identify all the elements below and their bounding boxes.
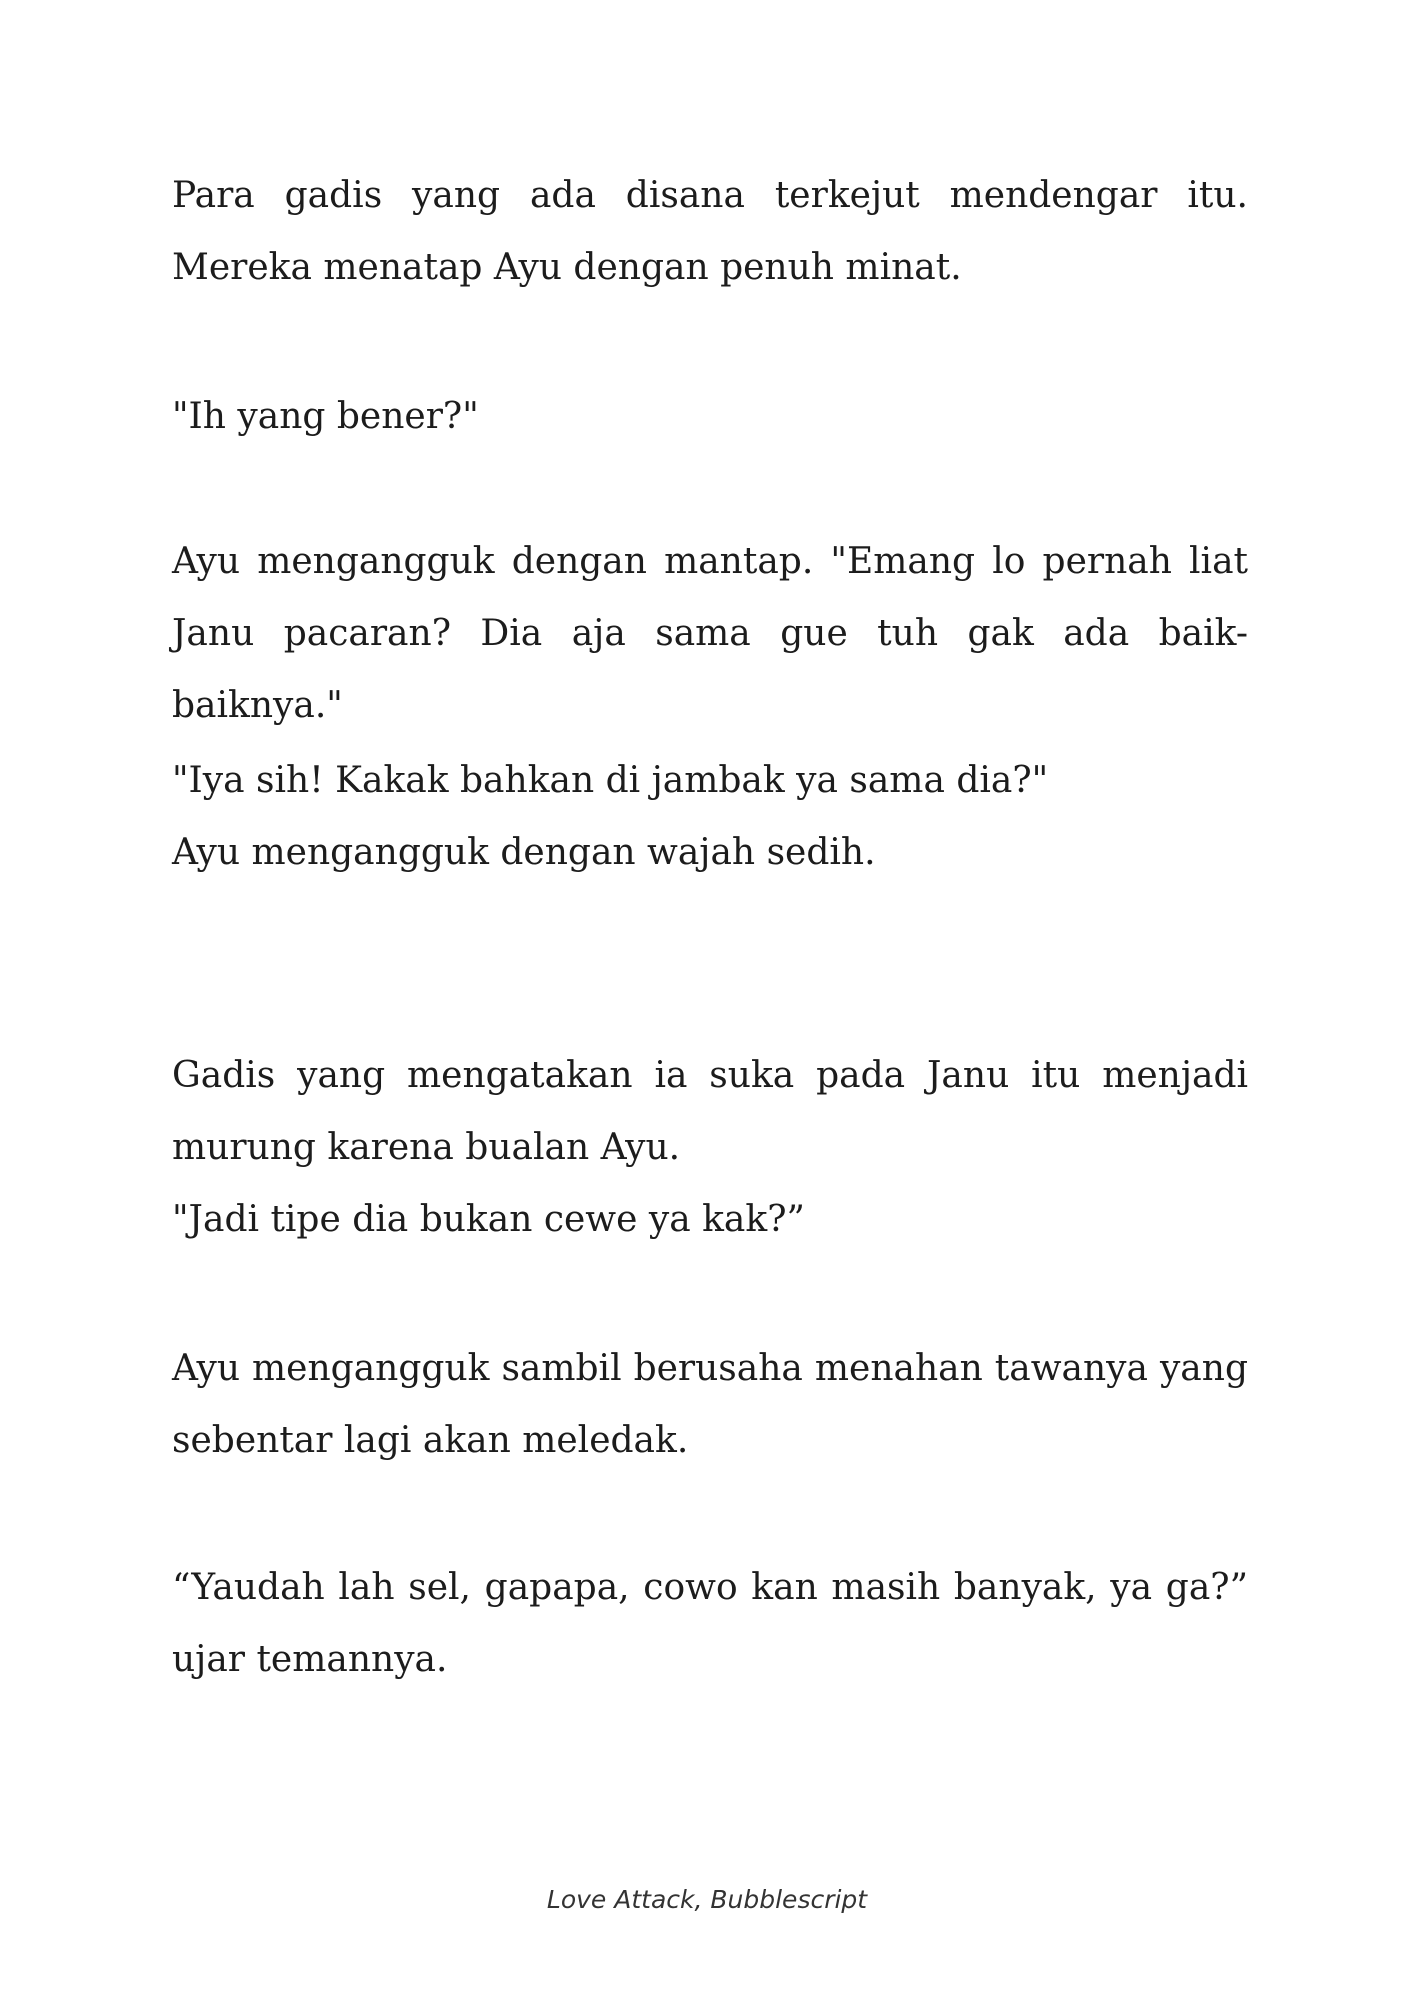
paragraph-8: Ayu mengangguk sambil berusaha menahan tawanya yang sebentar lagi akan meledak.: [172, 1348, 1248, 1461]
paragraph-1: Para gadis yang ada disana terkejut mendengar itu. Mereka menatap Ayu dengan penuh minat.: [172, 175, 1248, 288]
paragraph-3: Ayu mengangguk dengan mantap. "Emang lo pernah liat Janu pacaran? Dia aja sama gue tuh gak ada baik-baiknya.": [172, 541, 1248, 726]
paragraph-6: Gadis yang mengatakan ia suka pada Janu itu menjadi murung karena bualan Ayu.: [172, 1055, 1248, 1168]
paragraph-7: "Jadi tipe dia bukan cewe ya kak?”: [172, 1199, 805, 1240]
paragraph-4: "Iya sih! Kakak bahkan di jambak ya sama dia?": [172, 760, 1049, 801]
paragraph-9: “Yaudah lah sel, gapapa, cowo kan masih banyak, ya ga?” ujar temannya.: [172, 1567, 1248, 1680]
paragraph-5: Ayu mengangguk dengan wajah sedih.: [172, 832, 876, 873]
footer-caption: Love Attack, Bubblescript: [546, 1885, 868, 1914]
paragraph-2: "Ih yang bener?": [172, 396, 479, 437]
